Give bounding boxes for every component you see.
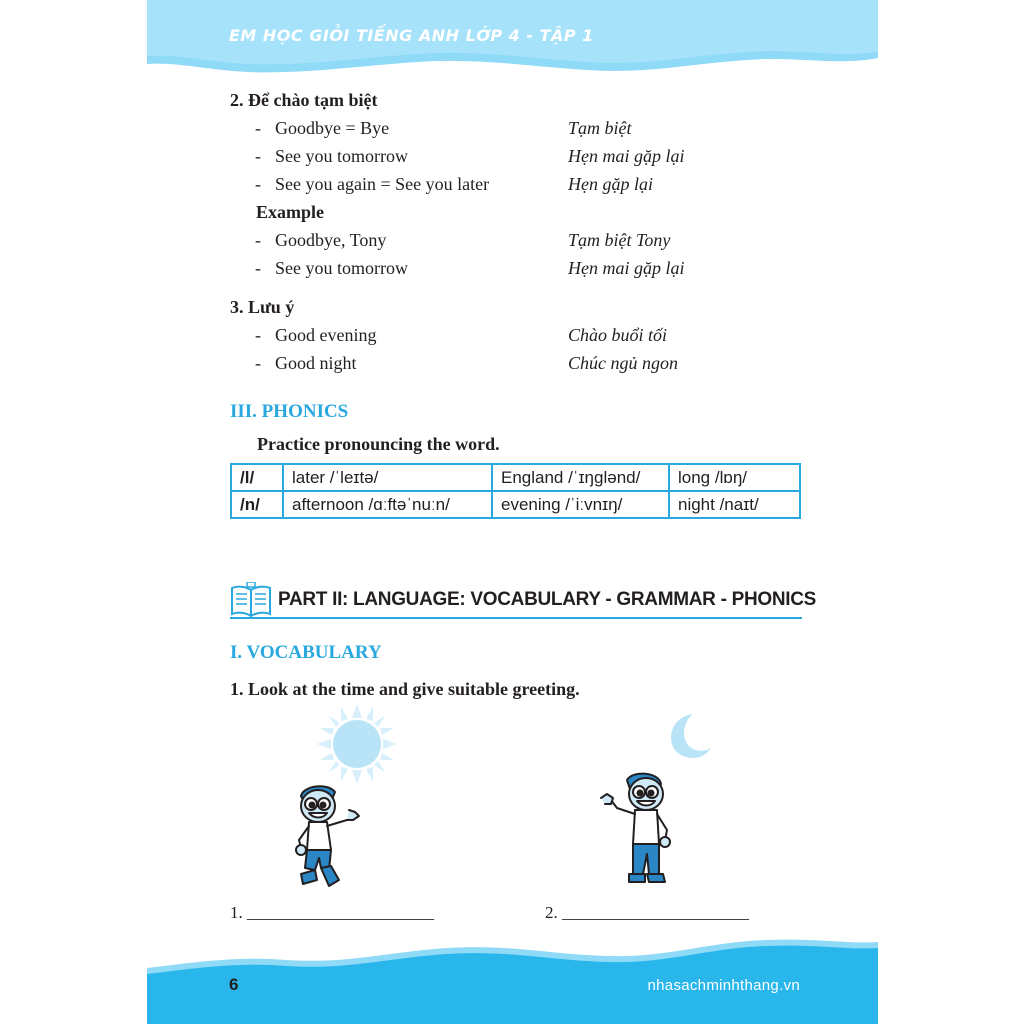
vietnamese-meaning: Chào buổi tối — [568, 325, 668, 345]
table-row — [231, 464, 800, 491]
dash: - — [255, 146, 261, 166]
page — [147, 0, 878, 1024]
dash: - — [255, 258, 261, 278]
vietnamese-meaning: Hẹn mai gặp lại — [568, 146, 685, 166]
boy-standing-icon — [597, 770, 687, 890]
table-row — [231, 491, 800, 518]
english-phrase: See you again = See you later — [275, 174, 490, 194]
list-item — [255, 146, 815, 170]
phoneme-symbol: /l/ — [231, 464, 283, 491]
word-cell: England /ˈɪŋglənd/ — [492, 464, 669, 491]
phoneme-symbol: /n/ — [231, 491, 283, 518]
answer-line-1[interactable]: 1. ______________________ — [230, 903, 434, 922]
english-phrase: Goodbye = Bye — [275, 118, 390, 138]
english-phrase: Good evening — [275, 325, 377, 345]
word-cell: later /ˈleɪtə/ — [283, 464, 492, 491]
word-cell: afternoon /ɑːftəˈnuːn/ — [283, 491, 492, 518]
section-heading-goodbye: 2. Để chào tạm biệt — [230, 90, 378, 110]
dash: - — [255, 118, 261, 138]
list-item — [255, 325, 815, 349]
vietnamese-meaning: Tạm biệt — [568, 118, 632, 138]
vietnamese-meaning: Tạm biệt Tony — [568, 230, 671, 250]
part-underline — [230, 617, 802, 619]
section-heading-note: 3. Lưu ý — [230, 297, 295, 317]
phonics-title: III. PHONICS — [230, 401, 349, 422]
example-label: Example — [256, 202, 325, 222]
part-title: PART II: LANGUAGE: VOCABULARY - GRAMMAR - PHONICS — [278, 589, 817, 610]
moon-icon — [667, 712, 713, 760]
english-phrase: Goodbye, Tony — [275, 230, 387, 250]
vietnamese-meaning: Chúc ngủ ngon — [568, 353, 678, 373]
open-book-icon — [230, 582, 272, 618]
website-link[interactable]: nhasachminhthang.vn — [647, 977, 800, 994]
list-item — [255, 353, 815, 377]
word-cell: night /naɪt/ — [669, 491, 800, 518]
list-item — [255, 118, 815, 142]
dash: - — [255, 353, 261, 373]
page-number: 6 — [229, 975, 239, 994]
list-item — [255, 258, 815, 282]
vietnamese-meaning: Hẹn mai gặp lại — [568, 258, 685, 278]
english-phrase: See you tomorrow — [275, 146, 408, 166]
header-wave — [147, 0, 878, 90]
boy-waving-icon — [287, 782, 377, 894]
answer-line-2[interactable]: 2. ______________________ — [545, 903, 749, 922]
word-cell: long /lɒŋ/ — [669, 464, 800, 491]
dash: - — [255, 174, 261, 194]
english-phrase: See you tomorrow — [275, 258, 408, 278]
exercise-instruction: 1. Look at the time and give suitable greeting. — [230, 679, 580, 699]
sun-icon — [317, 704, 397, 784]
list-item — [255, 174, 815, 198]
english-phrase: Good night — [275, 353, 357, 373]
phonics-table — [230, 463, 801, 519]
word-cell: evening /ˈiːvnɪŋ/ — [492, 491, 669, 518]
vietnamese-meaning: Hẹn gặp lại — [568, 174, 653, 194]
list-item — [255, 230, 815, 254]
dash: - — [255, 325, 261, 345]
vocabulary-title: I. VOCABULARY — [230, 642, 382, 663]
header-title: EM HỌC GIỎI TIẾNG ANH LỚP 4 - TẬP 1 — [229, 26, 594, 45]
dash: - — [255, 230, 261, 250]
phonics-instruction: Practice pronouncing the word. — [257, 434, 500, 454]
